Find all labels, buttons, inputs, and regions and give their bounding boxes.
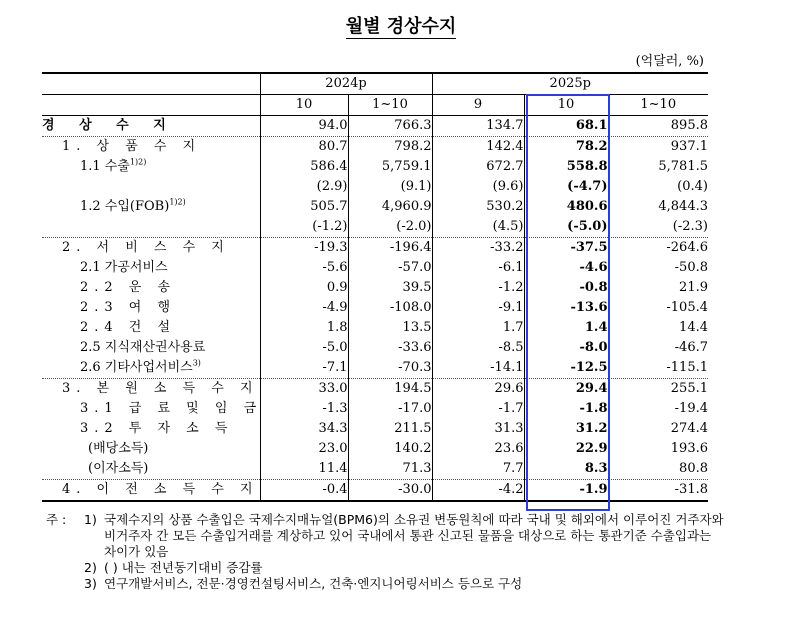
value-cell: -19.4 (608, 399, 708, 419)
value-cell: 194.5 (348, 379, 432, 400)
value-cell: 140.2 (348, 439, 432, 459)
row-label (42, 217, 260, 238)
value-cell: 1.8 (260, 318, 348, 338)
value-cell: 4,960.9 (348, 197, 432, 217)
row-label: 2.4 건 설 (80, 320, 177, 335)
table-row (42, 116, 708, 137)
value-cell: 558.8 (524, 157, 608, 177)
row-label: 2.6 기타사업서비스$^{3)}$ (42, 358, 260, 379)
col-header: 10 (524, 95, 608, 116)
value-cell: 798.2 (348, 137, 432, 158)
table-row (42, 318, 708, 338)
page-title: 월별 경상수지 (345, 16, 457, 37)
value-cell: -196.4 (348, 238, 432, 259)
value-cell: -8.5 (432, 338, 524, 358)
row-label: (이자소득) (42, 459, 260, 480)
row-label: 1.1 수출$^{1)2)}$ (80, 157, 147, 174)
row-label: 4. 이 전 소 득 수 지 (42, 480, 260, 502)
footnote-marker: 1)2) (129, 157, 147, 167)
footnote-number: 1) (84, 512, 97, 527)
value-cell: -46.7 (608, 338, 708, 358)
value-cell: 11.4 (260, 459, 348, 480)
value-cell: 0.9 (260, 278, 348, 298)
value-cell: 33.0 (260, 379, 348, 400)
value-cell: -5.6 (260, 258, 348, 278)
value-cell: 672.7 (432, 157, 524, 177)
value-cell: 1.4 (524, 318, 608, 338)
table-row (42, 217, 708, 238)
value-cell: -1.2 (432, 278, 524, 298)
value-cell: 255.1 (608, 379, 708, 400)
value-cell: 23.6 (432, 439, 524, 459)
table-row (42, 338, 708, 358)
value-cell: 134.7 (432, 116, 524, 137)
table-row (42, 258, 708, 278)
value-cell: -0.4 (260, 480, 348, 502)
value-cell: 31.2 (524, 419, 608, 439)
value-cell: (9.1) (348, 177, 432, 197)
value-cell: -33.6 (348, 338, 432, 358)
table-row (42, 379, 708, 400)
value-cell: -7.1 (260, 358, 348, 379)
footnote-text: ( ) 내는 전년동기대비 증감률 (104, 560, 263, 575)
table-row (42, 137, 708, 158)
table-row (42, 278, 708, 298)
value-cell: -31.8 (608, 480, 708, 502)
value-cell: 766.3 (348, 116, 432, 137)
table-row (42, 439, 708, 459)
value-cell: -9.1 (432, 298, 524, 318)
col-header: 1~10 (608, 95, 708, 116)
value-cell: -1.8 (524, 399, 608, 419)
value-cell: (-2.3) (608, 217, 708, 238)
value-cell: -8.0 (524, 338, 608, 358)
value-cell: 80.7 (260, 137, 348, 158)
table-row (42, 157, 708, 177)
row-label (42, 177, 260, 197)
row-label: 2.2 운 송 (80, 280, 177, 295)
value-cell: -30.0 (348, 480, 432, 502)
value-cell: 4,844.3 (608, 197, 708, 217)
value-cell: 94.0 (260, 116, 348, 137)
value-cell: 505.7 (260, 197, 348, 217)
table-row (42, 480, 708, 502)
table-row (42, 459, 708, 480)
value-cell: -17.0 (348, 399, 432, 419)
value-cell: -14.1 (432, 358, 524, 379)
value-cell: 8.3 (524, 459, 608, 480)
current-account-table (42, 72, 708, 502)
table-row (42, 399, 708, 419)
value-cell: -108.0 (348, 298, 432, 318)
table-row (42, 419, 708, 439)
value-cell: -1.9 (524, 480, 608, 502)
footnote-1 (46, 512, 726, 560)
value-cell: -37.5 (524, 238, 608, 259)
value-cell: 39.5 (348, 278, 432, 298)
col-header: 1~10 (348, 95, 432, 116)
value-cell: 31.3 (432, 419, 524, 439)
value-cell: 78.2 (524, 137, 608, 158)
unit-label: (억달러, %) (635, 54, 704, 69)
value-cell: -264.6 (608, 238, 708, 259)
value-cell: 13.5 (348, 318, 432, 338)
value-cell: 80.8 (608, 459, 708, 480)
value-cell: 22.9 (524, 439, 608, 459)
value-cell: 937.1 (608, 137, 708, 158)
table-row (42, 298, 708, 318)
value-cell: -12.5 (524, 358, 608, 379)
value-cell: 142.4 (432, 137, 524, 158)
row-label: 경 상 수 지 (42, 116, 260, 137)
value-cell: -1.7 (432, 399, 524, 419)
value-cell: -4.2 (432, 480, 524, 502)
value-cell: 211.5 (348, 419, 432, 439)
value-cell: 71.3 (348, 459, 432, 480)
value-cell: 274.4 (608, 419, 708, 439)
footnote-text: 연구개발서비스, 전문·경영컨설팅서비스, 건축·엔지니어링서비스 등으로 구성 (104, 576, 523, 591)
table-row (42, 177, 708, 197)
footnote-lead: 주 : (46, 512, 67, 527)
col-header: 10 (260, 95, 348, 116)
value-cell: -105.4 (608, 298, 708, 318)
value-cell: -13.6 (524, 298, 608, 318)
value-cell: 5,781.5 (608, 157, 708, 177)
footnote-3 (46, 576, 726, 592)
value-cell: -115.1 (608, 358, 708, 379)
value-cell: -6.1 (432, 258, 524, 278)
row-label: 3.1 급 료 및 임 금 (80, 401, 263, 416)
row-label: (배당소득) (88, 441, 149, 456)
value-cell: 34.3 (260, 419, 348, 439)
value-cell: -50.8 (608, 258, 708, 278)
value-cell: (-1.2) (260, 217, 348, 238)
header-blank (42, 73, 260, 95)
row-label: 1. 상 품 수 지 (62, 139, 202, 154)
value-cell: 586.4 (260, 157, 348, 177)
table-row (42, 358, 708, 379)
value-cell: -57.0 (348, 258, 432, 278)
value-cell: -70.3 (348, 358, 432, 379)
value-cell: -0.8 (524, 278, 608, 298)
value-cell: 5,759.1 (348, 157, 432, 177)
footnote-2 (46, 560, 726, 576)
value-cell: (2.9) (260, 177, 348, 197)
value-cell: (0.4) (608, 177, 708, 197)
value-cell: 29.6 (432, 379, 524, 400)
row-label: 3. 본 원 소 득 수 지 (62, 381, 259, 396)
value-cell: 1.7 (432, 318, 524, 338)
footnote-text: 국제수지의 상품 수출입은 국제수지매뉴얼(BPM6)의 소유권 변동원칙에 따라 국내 및 해외에서 이루어진 거주자와 비거주자 간 모든 수출입거래를 계상하고 있어 국내에서 통관 신고된 물품을 대상으로 하는 통관기준 수출입과는 차이가 있음 (104, 512, 724, 559)
value-cell: (-4.7) (524, 177, 608, 197)
footnotes (46, 512, 726, 592)
value-cell: -4.6 (524, 258, 608, 278)
year-header-2025: 2025p (432, 73, 708, 95)
row-label: 2.1 가공서비스 (80, 260, 168, 275)
value-cell: 68.1 (524, 116, 608, 137)
value-cell: -5.0 (260, 338, 348, 358)
footnote-marker: 1)2) (169, 197, 186, 207)
row-label: 1.2 수입(FOB)$^{1)2)}$ (80, 197, 186, 214)
value-cell: 193.6 (608, 439, 708, 459)
footnote-number: 2) (84, 560, 97, 575)
row-label: 2.3 여 행 (80, 300, 177, 315)
value-cell: -4.9 (260, 298, 348, 318)
table-row (42, 238, 708, 259)
value-cell: -33.2 (432, 238, 524, 259)
footnote-marker: 3) (192, 358, 201, 368)
value-cell: 7.7 (432, 459, 524, 480)
year-header-2024: 2024p (260, 73, 432, 95)
value-cell: 480.6 (524, 197, 608, 217)
row-label: 3.2 투 자 소 득 (80, 421, 234, 436)
value-cell: 23.0 (260, 439, 348, 459)
value-cell: (9.6) (432, 177, 524, 197)
value-cell: -1.3 (260, 399, 348, 419)
footnote-number: 3) (84, 576, 97, 591)
value-cell: (-2.0) (348, 217, 432, 238)
row-label: 2.5 지식재산권사용료 (80, 340, 206, 355)
value-cell: -19.3 (260, 238, 348, 259)
value-cell: 895.8 (608, 116, 708, 137)
value-cell: 21.9 (608, 278, 708, 298)
value-cell: 29.4 (524, 379, 608, 400)
col-header: 9 (432, 95, 524, 116)
table-row (42, 197, 708, 217)
value-cell: (-5.0) (524, 217, 608, 238)
value-cell: 530.2 (432, 197, 524, 217)
value-cell: (4.5) (432, 217, 524, 238)
value-cell: 14.4 (608, 318, 708, 338)
row-label: 2. 서 비 스 수 지 (62, 240, 230, 255)
